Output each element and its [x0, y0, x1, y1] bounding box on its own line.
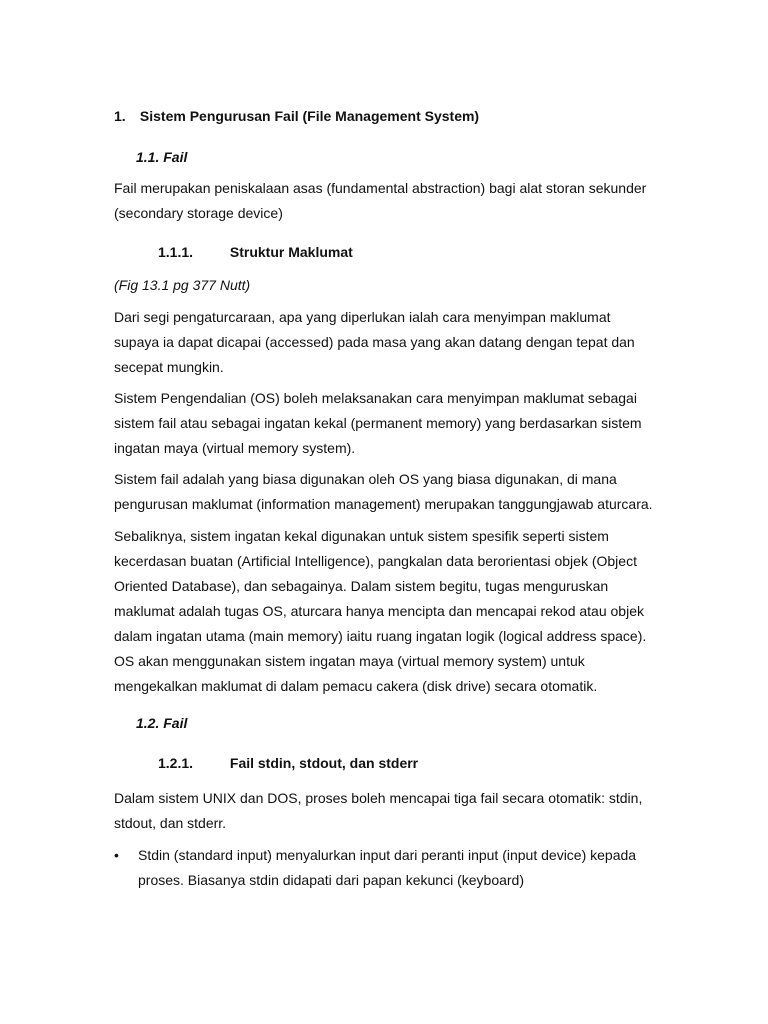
section-1-1-heading [136, 145, 681, 170]
section-number: 1. [114, 108, 126, 124]
section-1-1-1-heading [158, 240, 703, 265]
paragraph-fail-intro: Fail merupakan peniskalaan asas (fundamental abstraction) bagi alat storan sekunder (secondary storage device) [114, 180, 647, 221]
section-1-2-1-heading [158, 751, 703, 776]
paragraph: Dari segi pengaturcaraan, apa yang diperlukan ialah cara menyimpan maklumat supaya ia dapat dicapai (accessed) pada masa yang akan datang dengan tepat dan secepat mungkin. [114, 309, 635, 375]
section-1-heading [114, 104, 659, 129]
bullet-icon: • [114, 847, 119, 863]
section-number: 1.2. [136, 715, 160, 731]
paragraph: Sistem fail adalah yang biasa digunakan oleh OS yang biasa digunakan, di mana pengurusan maklumat (information management) merupakan tanggungjawab aturcara. [114, 471, 653, 512]
section-title: Fail [163, 715, 188, 731]
section-number: 1.1. [136, 149, 160, 165]
paragraph: Sistem Pengendalian (OS) boleh melaksanakan cara menyimpan maklumat sebagai sistem fail atau sebagai ingatan kekal (permanent memory) yang berdasarkan sistem ingatan maya (virtual memory system). [114, 390, 642, 456]
paragraph: Sebaliknya, sistem ingatan kekal digunakan untuk sistem spesifik seperti sistem kecerdasan buatan (Artificial Intelligence), pangkalan data berorientasi objek (Object Oriented Database), dan sebagainya. Dalam sistem begitu, tugas menguruskan maklumat adalah tugas OS, aturcara hanya mencipta dan mencapai rekod atau objek dalam ingatan utama (main memory) iaitu ruang ingatan logik (logical address space). OS akan menggunakan sistem ingatan maya (virtual memory system) untuk mengekalkan maklumat di dalam pemacu cakera (disk drive) secara otomatik. [114, 528, 647, 694]
figure-reference: (Fig 13.1 pg 377 Nutt) [114, 277, 251, 293]
section-title: Sistem Pengurusan Fail (File Management System) [139, 108, 480, 124]
section-1-2-heading [136, 711, 681, 736]
section-number: 1.2.1. [158, 755, 194, 771]
paragraph: Dalam sistem UNIX dan DOS, proses boleh mencapai tiga fail secara otomatik: stdin, stdout, dan stderr. [114, 790, 643, 831]
list-item [114, 843, 659, 893]
section-number: 1.1.1. [158, 244, 194, 260]
section-title: Fail [163, 149, 188, 165]
section-title: Fail stdin, stdout, dan stderr [229, 755, 419, 771]
section-title: Struktur Maklumat [229, 244, 353, 260]
list-item-text: Stdin (standard input) menyalurkan input dari peranti input (input device) kepada proses. Biasanya stdin didapati dari papan kekunci (keyboard) [138, 847, 637, 888]
